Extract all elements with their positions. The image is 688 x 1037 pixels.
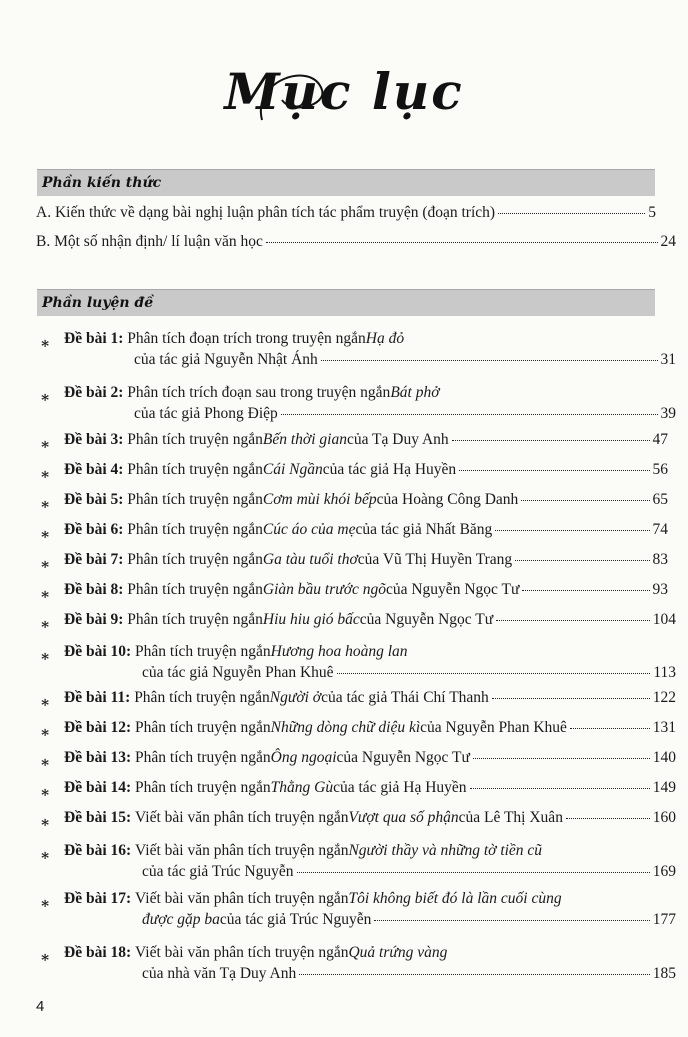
leader-dots bbox=[570, 728, 650, 729]
entry-label: Đề bài 4: bbox=[64, 461, 124, 478]
entry-page: 39 bbox=[660, 405, 676, 422]
entry-work: Hương hoa hoàng lan bbox=[270, 643, 408, 660]
entry-label: Đề bài 6: bbox=[64, 521, 124, 538]
entry-label: Đề bài 17: bbox=[64, 890, 132, 907]
leader-dots bbox=[515, 560, 649, 561]
entry-pre: Phân tích truyện ngắn bbox=[134, 689, 270, 706]
entry-label: Đề bài 9: bbox=[64, 611, 124, 628]
toc-entry-continuation[interactable] bbox=[134, 405, 676, 423]
entry-work: Vượt qua số phận bbox=[348, 809, 459, 826]
entry-pre: Phân tích truyện ngắn bbox=[127, 581, 263, 598]
entry-page: 31 bbox=[660, 351, 676, 368]
bullet-star-icon: ∗ bbox=[40, 336, 51, 352]
entry-page: 149 bbox=[652, 779, 676, 796]
entry-work: Cái Ngần bbox=[262, 461, 323, 478]
bullet-star-icon: ∗ bbox=[40, 755, 51, 771]
leader-dots bbox=[266, 242, 658, 243]
leader-dots bbox=[337, 673, 651, 674]
entry-author: của tác giả Trúc Nguyễn bbox=[219, 911, 372, 928]
toc-entry[interactable] bbox=[64, 611, 676, 629]
entry-work: Ga tàu tuổi thơ bbox=[262, 551, 358, 568]
leader-dots bbox=[521, 500, 649, 501]
leader-dots bbox=[297, 872, 650, 873]
toc-entry[interactable] bbox=[36, 204, 656, 222]
leader-dots bbox=[492, 698, 650, 699]
toc-entry[interactable] bbox=[64, 944, 447, 962]
toc-entry[interactable] bbox=[64, 330, 404, 348]
entry-work: Người thầy và những tờ tiền cũ bbox=[348, 842, 543, 859]
entry-pre: Viết bài văn phân tích truyện ngắn bbox=[135, 890, 349, 907]
toc-entry[interactable] bbox=[64, 689, 676, 707]
entry-pre: Phân tích trích đoạn sau trong truyện ngắn bbox=[127, 384, 391, 401]
toc-entry[interactable] bbox=[64, 890, 562, 908]
entry-label: Đề bài 7: bbox=[64, 551, 124, 568]
entry-work: Bát phở bbox=[390, 384, 440, 401]
entry-page: 24 bbox=[660, 233, 676, 250]
bullet-star-icon: ∗ bbox=[40, 437, 51, 453]
leader-dots bbox=[281, 414, 658, 415]
entry-post: của tác giả Hạ Huyền bbox=[322, 461, 457, 478]
leader-dots bbox=[473, 758, 650, 759]
bullet-star-icon: ∗ bbox=[40, 950, 51, 966]
entry-post: của Lê Thị Xuân bbox=[458, 809, 563, 826]
entry-work: Quả trứng vàng bbox=[348, 944, 448, 961]
entry-label: Đề bài 2: bbox=[64, 384, 124, 401]
bullet-star-icon: ∗ bbox=[40, 848, 51, 864]
entry-author: của tác giả Phong Điệp bbox=[134, 405, 278, 422]
toc-entry[interactable] bbox=[64, 809, 676, 827]
bullet-star-icon: ∗ bbox=[40, 557, 51, 573]
entry-pre: Phân tích đoạn trích trong truyện ngắn bbox=[127, 330, 366, 347]
bullet-star-icon: ∗ bbox=[40, 649, 51, 665]
leader-dots bbox=[470, 788, 650, 789]
entry-label: Đề bài 16: bbox=[64, 842, 132, 859]
entry-label: Đề bài 10: bbox=[64, 643, 132, 660]
entry-label: Đề bài 8: bbox=[64, 581, 124, 598]
entry-label: Đề bài 14: bbox=[64, 779, 132, 796]
leader-dots bbox=[496, 620, 650, 621]
leader-dots bbox=[498, 213, 645, 214]
bullet-star-icon: ∗ bbox=[40, 725, 51, 741]
toc-entry[interactable] bbox=[64, 842, 542, 860]
entry-page: 122 bbox=[652, 689, 676, 706]
section-heading: Phần luyện đề bbox=[42, 295, 154, 311]
entry-post: của tác giả Hạ Huyền bbox=[333, 779, 467, 796]
entry-post: của tác giả Nhất Băng bbox=[355, 521, 493, 538]
page-title: Mục lục bbox=[224, 62, 464, 121]
bullet-star-icon: ∗ bbox=[40, 617, 51, 633]
entry-work: Cúc áo của mẹ bbox=[262, 521, 356, 538]
entry-pre: Phân tích truyện ngắn bbox=[135, 643, 271, 660]
entry-post: của tác giả Thái Chí Thanh bbox=[321, 689, 489, 706]
leader-dots bbox=[495, 530, 649, 531]
entry-label: Đề bài 12: bbox=[64, 719, 132, 736]
bullet-star-icon: ∗ bbox=[40, 527, 51, 543]
entry-pre: Phân tích truyện ngắn bbox=[135, 779, 271, 796]
entry-work: Thằng Gù bbox=[270, 779, 334, 796]
entry-page: 169 bbox=[652, 863, 676, 880]
entry-post: của Tạ Duy Anh bbox=[346, 431, 449, 448]
toc-entry[interactable] bbox=[64, 643, 408, 661]
bullet-star-icon: ∗ bbox=[40, 467, 51, 483]
entry-label: Đề bài 5: bbox=[64, 491, 124, 508]
leader-dots bbox=[522, 590, 649, 591]
leader-dots bbox=[566, 818, 650, 819]
section-header-practice bbox=[37, 289, 655, 316]
bullet-star-icon: ∗ bbox=[40, 587, 51, 603]
entry-work: Những dòng chữ diệu kì bbox=[270, 719, 421, 736]
entry-page: 47 bbox=[652, 431, 668, 448]
entry-work-cont: được gặp ba bbox=[142, 911, 220, 928]
toc-entry[interactable] bbox=[36, 233, 676, 251]
entry-page: 113 bbox=[653, 664, 676, 681]
leader-dots bbox=[374, 920, 649, 921]
bullet-star-icon: ∗ bbox=[40, 695, 51, 711]
entry-pre: Phân tích truyện ngắn bbox=[127, 551, 263, 568]
entry-work: Bến thời gian bbox=[262, 431, 347, 448]
toc-entry[interactable] bbox=[64, 749, 676, 767]
entry-post: của Vũ Thị Huyền Trang bbox=[357, 551, 513, 568]
entry-page: 56 bbox=[652, 461, 668, 478]
entry-work: Tôi không biết đó là lần cuối cùng bbox=[348, 890, 562, 907]
entry-pre: Viết bài văn phân tích truyện ngắn bbox=[135, 842, 349, 859]
toc-entry-continuation[interactable] bbox=[134, 351, 676, 369]
entry-pre: Viết bài văn phân tích truyện ngắn bbox=[135, 944, 349, 961]
entry-work: Cơm mùi khói bếp bbox=[262, 491, 377, 508]
entry-label: Đề bài 13: bbox=[64, 749, 132, 766]
toc-entry[interactable] bbox=[64, 431, 668, 449]
entry-page: 131 bbox=[652, 719, 676, 736]
bullet-star-icon: ∗ bbox=[40, 497, 51, 513]
entry-work: Giàn bầu trước ngõ bbox=[262, 581, 386, 598]
entry-work: Ông ngoại bbox=[270, 749, 337, 766]
leader-dots bbox=[321, 360, 658, 361]
entry-work: Người ở bbox=[269, 689, 322, 706]
entry-page: 5 bbox=[648, 204, 656, 221]
entry-page: 93 bbox=[652, 581, 668, 598]
entry-pre: Phân tích truyện ngắn bbox=[127, 611, 263, 628]
toc-entry-continuation[interactable] bbox=[142, 664, 676, 682]
entry-page: 185 bbox=[652, 965, 676, 982]
entry-page: 104 bbox=[652, 611, 676, 628]
toc-entry[interactable] bbox=[64, 461, 668, 479]
toc-entry[interactable] bbox=[64, 581, 668, 599]
entry-work: Hiu hiu gió bấc bbox=[262, 611, 360, 628]
entry-page: 177 bbox=[652, 911, 676, 928]
entry-pre: Phân tích truyện ngắn bbox=[127, 521, 263, 538]
entry-label: Đề bài 18: bbox=[64, 944, 132, 961]
entry-text: A. Kiến thức về dạng bài nghị luận phân tích tác phẩm truyện (đoạn trích) bbox=[36, 204, 496, 221]
entry-page: 74 bbox=[652, 521, 668, 538]
entry-text: B. Một số nhận định/ lí luận văn học bbox=[36, 233, 263, 250]
toc-entry[interactable] bbox=[64, 551, 668, 569]
toc-entry-continuation[interactable] bbox=[142, 965, 676, 983]
entry-page: 160 bbox=[652, 809, 676, 826]
toc-entry[interactable] bbox=[64, 719, 676, 737]
leader-dots bbox=[452, 440, 650, 441]
bullet-star-icon: ∗ bbox=[40, 896, 51, 912]
entry-post: của Nguyễn Phan Khuê bbox=[420, 719, 567, 736]
entry-post: của Hoàng Công Danh bbox=[376, 491, 519, 508]
entry-author: của tác giả Trúc Nguyễn bbox=[142, 863, 294, 880]
toc-entry[interactable] bbox=[64, 491, 668, 509]
entry-pre: Phân tích truyện ngắn bbox=[127, 491, 263, 508]
entry-pre: Phân tích truyện ngắn bbox=[135, 719, 271, 736]
bullet-star-icon: ∗ bbox=[40, 785, 51, 801]
section-heading: Phần kiến thức bbox=[42, 175, 162, 191]
page-number: 4 bbox=[36, 998, 45, 1015]
entry-pre: Phân tích truyện ngắn bbox=[127, 461, 263, 478]
entry-post: của Nguyễn Ngọc Tư bbox=[336, 749, 470, 766]
entry-label: Đề bài 3: bbox=[64, 431, 124, 448]
toc-entry-continuation[interactable] bbox=[142, 911, 676, 929]
leader-dots bbox=[299, 974, 650, 975]
toc-entry-continuation[interactable] bbox=[142, 863, 676, 881]
entry-page: 65 bbox=[652, 491, 668, 508]
entry-pre: Phân tích truyện ngắn bbox=[135, 749, 271, 766]
entry-label: Đề bài 1: bbox=[64, 330, 124, 347]
bullet-star-icon: ∗ bbox=[40, 390, 51, 406]
entry-pre: Viết bài văn phân tích truyện ngắn bbox=[135, 809, 349, 826]
entry-author: của tác giả Nguyễn Nhật Ánh bbox=[134, 351, 318, 368]
entry-page: 83 bbox=[652, 551, 668, 568]
toc-entry[interactable] bbox=[64, 779, 676, 797]
entry-post: của Nguyễn Ngọc Tư bbox=[359, 611, 494, 628]
toc-entry[interactable] bbox=[64, 521, 668, 539]
bullet-star-icon: ∗ bbox=[40, 815, 51, 831]
entry-author: của nhà văn Tạ Duy Anh bbox=[142, 965, 297, 982]
entry-work: Hạ đỏ bbox=[365, 330, 405, 347]
entry-label: Đề bài 15: bbox=[64, 809, 132, 826]
section-header-knowledge bbox=[37, 169, 655, 196]
entry-author: của tác giả Nguyễn Phan Khuê bbox=[142, 664, 334, 681]
toc-entry[interactable] bbox=[64, 384, 439, 402]
leader-dots bbox=[459, 470, 649, 471]
entry-label: Đề bài 11: bbox=[64, 689, 131, 706]
entry-page: 140 bbox=[652, 749, 676, 766]
entry-post: của Nguyễn Ngọc Tư bbox=[385, 581, 520, 598]
entry-pre: Phân tích truyện ngắn bbox=[127, 431, 263, 448]
